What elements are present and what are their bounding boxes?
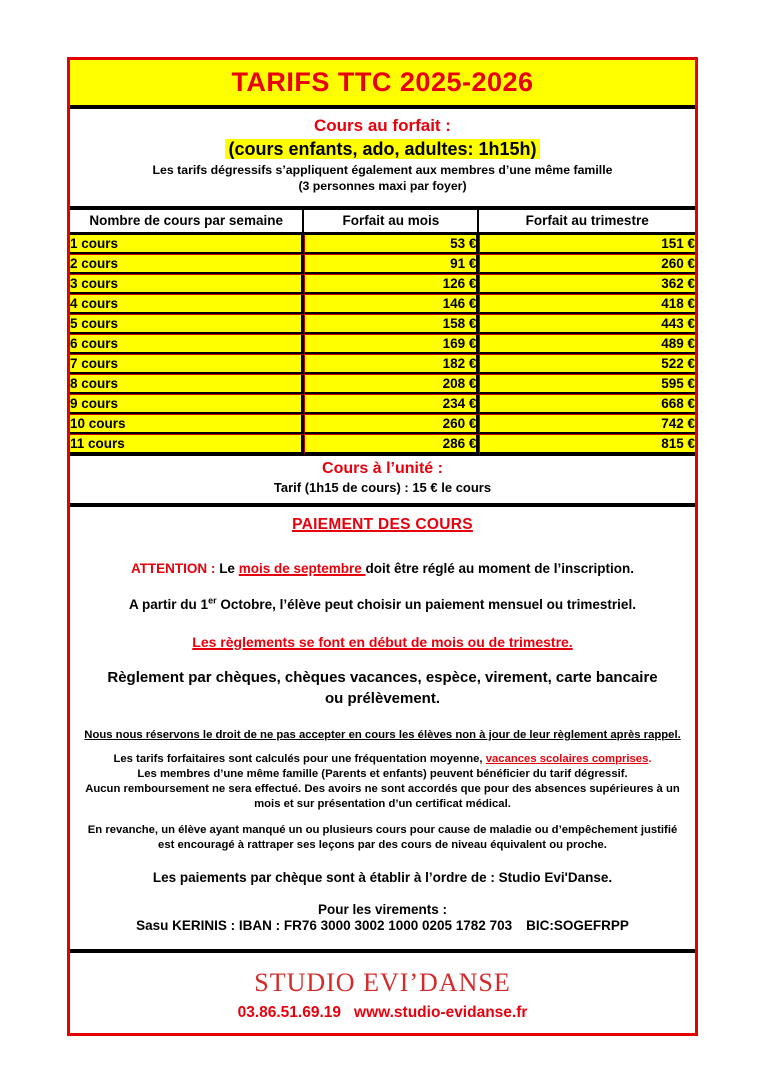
section-unite bbox=[70, 456, 695, 503]
attention-label: ATTENTION : bbox=[130, 561, 220, 577]
tarifs-table bbox=[70, 210, 695, 456]
cell-trimestre: 522 € bbox=[479, 354, 695, 374]
frequentation-highlight: vacances scolaires comprises bbox=[485, 752, 649, 765]
cell-cours: 2 cours bbox=[70, 254, 304, 274]
table-row bbox=[70, 414, 695, 434]
cell-mois: 146 € bbox=[304, 294, 479, 314]
fine-print-remboursement: Aucun remboursement ne sera effectué. Des avoirs ne sont accordés que pour des absences supérieures à un mois et sur présentation d’un certificat médical. bbox=[85, 783, 680, 811]
octobre-superscript: er bbox=[208, 595, 217, 606]
cell-trimestre: 260 € bbox=[479, 254, 695, 274]
cell-trimestre: 489 € bbox=[479, 334, 695, 354]
cell-mois: 208 € bbox=[304, 374, 479, 394]
cell-mois: 260 € bbox=[304, 414, 479, 434]
page-title: TARIFS TTC 2025-2026 bbox=[231, 67, 534, 97]
cell-mois: 158 € bbox=[304, 314, 479, 334]
cell-cours: 3 cours bbox=[70, 274, 304, 294]
forfait-subheading bbox=[70, 139, 695, 160]
bic-value: BIC:SOGEFRPP bbox=[526, 918, 629, 934]
cell-mois: 182 € bbox=[304, 354, 479, 374]
cell-trimestre: 151 € bbox=[479, 235, 695, 254]
phone-number: 03.86.51.69.19 bbox=[237, 1004, 342, 1022]
fine-print-block bbox=[80, 752, 685, 812]
table-row bbox=[70, 334, 695, 354]
iban-value: Sasu KERINIS : IBAN : FR76 3000 3002 1000 0205 1782 703 bbox=[136, 918, 513, 934]
cell-cours: 4 cours bbox=[70, 294, 304, 314]
attention-line bbox=[80, 561, 685, 576]
octobre-line bbox=[80, 597, 685, 612]
section-divider bbox=[70, 503, 695, 507]
col-header-forfait-trimestre: Forfait au trimestre bbox=[479, 210, 695, 235]
attention-le: Le bbox=[219, 561, 239, 577]
table-row bbox=[70, 254, 695, 274]
cell-cours: 1 cours bbox=[70, 235, 304, 254]
section-paiement bbox=[70, 516, 695, 949]
octobre-post: Octobre, l’élève peut choisir un paiement mensuel ou trimestriel. bbox=[216, 597, 636, 613]
virements-heading: Pour les virements : bbox=[317, 902, 448, 918]
iban-line bbox=[80, 918, 685, 933]
website-url: www.studio-evidanse.fr bbox=[354, 1004, 528, 1022]
table-row bbox=[70, 314, 695, 334]
forfait-heading: Cours au forfait : bbox=[314, 116, 451, 135]
cell-trimestre: 362 € bbox=[479, 274, 695, 294]
table-row bbox=[70, 434, 695, 456]
cell-cours: 5 cours bbox=[70, 314, 304, 334]
paiement-heading: PAIEMENT DES COURS bbox=[292, 516, 473, 534]
cell-cours: 7 cours bbox=[70, 354, 304, 374]
reglements-line: Les règlements se font en début de mois ou de trimestre. bbox=[192, 634, 573, 651]
title-banner bbox=[70, 60, 695, 105]
modes-paiement-line: Règlement par chèques, chèques vacances, espèce, virement, carte bancaire ou prélèvement. bbox=[107, 669, 658, 707]
main-border-box bbox=[67, 57, 698, 1036]
table-header-row bbox=[70, 210, 695, 235]
cell-trimestre: 418 € bbox=[479, 294, 695, 314]
octobre-pre: A partir du 1 bbox=[129, 597, 209, 613]
table-row bbox=[70, 294, 695, 314]
ordre-cheque-line: Les paiements par chèque sont à établir à l’ordre de : Studio Evi'Danse. bbox=[152, 870, 613, 886]
frequentation-period: . bbox=[648, 752, 652, 765]
cell-trimestre: 742 € bbox=[479, 414, 695, 434]
fine-print-rattrapage: En revanche, un élève ayant manqué un ou plusieurs cours pour cause de maladie ou d’empêchement justifié est encouragé à rattraper ses leçons par des cours de niveau équivalent ou proche. bbox=[87, 824, 678, 852]
cell-mois: 286 € bbox=[304, 434, 479, 456]
unite-heading: Cours à l’unité : bbox=[322, 460, 443, 478]
cell-mois: 234 € bbox=[304, 394, 479, 414]
forfait-subheading-highlight: (cours enfants, ado, adultes: 1h15h) bbox=[225, 139, 539, 159]
cell-mois: 169 € bbox=[304, 334, 479, 354]
fine-print-famille: Les membres d’une même famille (Parents et enfants) peuvent bénéficier du tarif dégressif. bbox=[137, 767, 628, 780]
cell-trimestre: 668 € bbox=[479, 394, 695, 414]
attention-rest: doit être réglé au moment de l’inscription. bbox=[365, 561, 635, 577]
section-forfait bbox=[70, 109, 695, 206]
cell-cours: 9 cours bbox=[70, 394, 304, 414]
reserve-line: Nous nous réservons le droit de ne pas accepter en cours les élèves non à jour de leur règlement après rappel. bbox=[84, 728, 681, 741]
frequentation-pre: Les tarifs forfaitaires sont calculés pour une fréquentation moyenne, bbox=[113, 752, 486, 765]
cell-mois: 91 € bbox=[304, 254, 479, 274]
section-footer bbox=[70, 953, 695, 1033]
footer-contact bbox=[70, 1004, 695, 1022]
cell-trimestre: 443 € bbox=[479, 314, 695, 334]
attention-highlight: mois de septembre bbox=[238, 561, 366, 577]
cell-cours: 8 cours bbox=[70, 374, 304, 394]
table-row bbox=[70, 235, 695, 254]
cell-trimestre: 815 € bbox=[479, 434, 695, 456]
col-header-cours-par-semaine: Nombre de cours par semaine bbox=[70, 210, 304, 235]
studio-name: STUDIO EVI’DANSE bbox=[254, 968, 511, 998]
table-row bbox=[70, 374, 695, 394]
cell-trimestre: 595 € bbox=[479, 374, 695, 394]
table-row bbox=[70, 274, 695, 294]
forfait-note-family: Les tarifs dégressifs s’appliquent également aux membres d’une même famille bbox=[152, 163, 613, 177]
fine-print-frequentation bbox=[80, 752, 685, 767]
table-row bbox=[70, 354, 695, 374]
cell-cours: 10 cours bbox=[70, 414, 304, 434]
forfait-note-max: (3 personnes maxi par foyer) bbox=[298, 178, 467, 193]
col-header-forfait-mois: Forfait au mois bbox=[304, 210, 479, 235]
cell-cours: 11 cours bbox=[70, 434, 304, 456]
unite-tarif-line: Tarif (1h15 de cours) : 15 € le cours bbox=[273, 480, 492, 496]
cell-mois: 126 € bbox=[304, 274, 479, 294]
cell-cours: 6 cours bbox=[70, 334, 304, 354]
cell-mois: 53 € bbox=[304, 235, 479, 254]
table-row bbox=[70, 394, 695, 414]
